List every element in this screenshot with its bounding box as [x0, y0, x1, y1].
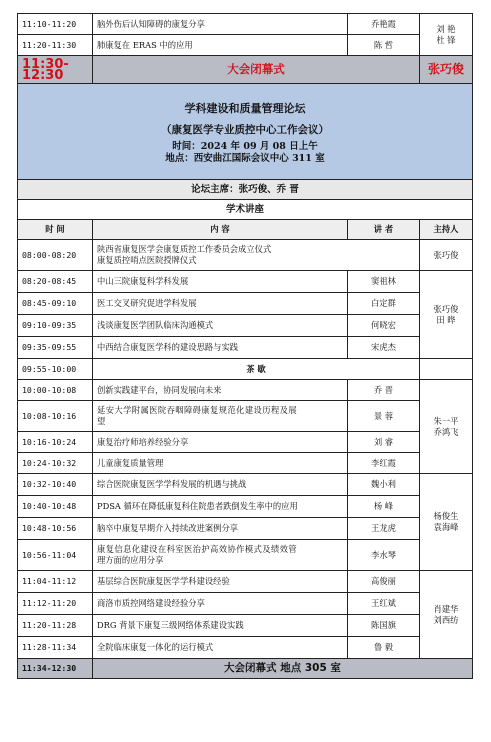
- time-cell: 11:12-11:20: [18, 593, 93, 615]
- content-cell: 商洛市质控网络建设经验分享: [93, 593, 348, 615]
- time-cell: 10:32-10:40: [18, 474, 93, 496]
- time-cell: 08:20-08:45: [18, 271, 93, 293]
- host-cell: [420, 359, 473, 380]
- table-row: [18, 380, 473, 401]
- speaker-cell: 王红斌: [348, 593, 420, 615]
- speaker-cell: 窦祖林: [348, 271, 420, 293]
- table-row: [18, 496, 473, 518]
- content-cell: 全院临床康复一体化的运行模式: [93, 637, 348, 659]
- forum-chairs-row: [18, 180, 473, 200]
- forum-title: 学科建设和质量管理论坛: [184, 101, 306, 115]
- content-cell: [93, 240, 420, 271]
- time-cell: 09:55-10:00: [18, 359, 93, 380]
- content-cell: 基层综合医院康复医学学科建设经验: [93, 571, 348, 593]
- content-cell: 综合医院康复医学学科发展的机遇与挑战: [93, 474, 348, 496]
- time-cell: 08:45-09:10: [18, 293, 93, 315]
- speaker-cell: 鲁 毅: [348, 637, 420, 659]
- content-cell: 医工交叉研究促进学科发展: [93, 293, 348, 315]
- break-label: 茶 歇: [93, 359, 420, 380]
- closing-ceremony-row: [18, 56, 473, 84]
- content-line: 康复信息化建设在科室医治护高效协作模式及绩效管: [97, 544, 298, 554]
- speaker-cell: 杨 峰: [348, 496, 420, 518]
- host-name: 肖建华: [433, 603, 459, 614]
- speaker-cell: 白定群: [348, 293, 420, 315]
- column-header-host: 主持人: [420, 220, 473, 240]
- time-cell: 10:16-10:24: [18, 432, 93, 453]
- table-row: [18, 571, 473, 593]
- host-cell: 张巧俊: [420, 56, 473, 84]
- host-cell: [420, 474, 473, 571]
- table-row: [18, 432, 473, 453]
- time-cell: 09:10-09:35: [18, 315, 93, 337]
- forum-banner: [18, 84, 473, 180]
- forum-date: 时间：2024 年 09 月 08 日上午: [172, 140, 318, 152]
- time-cell: 11:10-11:20: [18, 14, 93, 35]
- speaker-cell: 乔 晋: [348, 380, 420, 401]
- table-row: [18, 453, 473, 474]
- content-line: 康复质控哨点医院授牌仪式: [97, 255, 197, 265]
- table-row: [18, 315, 473, 337]
- content-cell: 创新实践建平台，协同发展向未来: [93, 380, 348, 401]
- host-cell: [420, 271, 473, 359]
- column-header-time: 时 间: [18, 220, 93, 240]
- time-cell: 08:00-08:20: [18, 240, 93, 271]
- content-cell: 康复治疗师培养经验分享: [93, 432, 348, 453]
- host-cell: [420, 380, 473, 474]
- table-row: [18, 14, 473, 35]
- content-cell: 肺康复在 ERAS 中的应用: [93, 35, 348, 56]
- speaker-cell: 高俊丽: [348, 571, 420, 593]
- speaker-cell: 宋虎杰: [348, 337, 420, 359]
- column-header-content: 内 容: [93, 220, 348, 240]
- time-cell: 11:20-11:30: [18, 35, 93, 56]
- time-cell: 10:24-10:32: [18, 453, 93, 474]
- time-cell: 11:28-11:34: [18, 637, 93, 659]
- table-row: [18, 271, 473, 293]
- host-name: 田 晔: [436, 314, 456, 325]
- speaker-cell: 景 蓉: [348, 401, 420, 432]
- time-cell: 10:40-10:48: [18, 496, 93, 518]
- content-cell: DRG 背景下康复三级网络体系建设实践: [93, 615, 348, 637]
- speaker-cell: 陈 哲: [348, 35, 420, 56]
- forum-info: [18, 84, 473, 180]
- table-row: [18, 615, 473, 637]
- table-row: [18, 518, 473, 540]
- content-line: 陕西省康复医学会康复质控工作委员会成立仪式: [97, 244, 272, 254]
- forum-venue: 地点：西安曲江国际会议中心 311 室: [165, 152, 325, 164]
- host-name: 张巧俊: [433, 303, 459, 314]
- content-cell: [93, 401, 348, 432]
- content-cell: 脑卒中康复早期介入持续改进案例分享: [93, 518, 348, 540]
- host-name: 朱一平: [433, 415, 459, 426]
- closing-title: 大会闭幕式 地点 305 室: [93, 659, 473, 679]
- table-row: [18, 540, 473, 571]
- speaker-cell: 乔艳霞: [348, 14, 420, 35]
- column-header-speaker: 讲 者: [348, 220, 420, 240]
- forum-chairs: 论坛主席：张巧俊、乔 晋: [18, 180, 473, 200]
- host-name: 杜 锋: [436, 34, 456, 45]
- closing-ceremony-row: [18, 659, 473, 679]
- schedule-sheet: [17, 13, 472, 679]
- speaker-cell: 李红霞: [348, 453, 420, 474]
- content-line: 理方面的应用分享: [97, 555, 164, 565]
- content-cell: 儿童康复质量管理: [93, 453, 348, 474]
- host-cell: [420, 14, 473, 56]
- speaker-cell: 陈国旗: [348, 615, 420, 637]
- speaker-cell: 王龙虎: [348, 518, 420, 540]
- time-cell: 11:30-12:30: [18, 56, 93, 84]
- header-row: [18, 220, 473, 240]
- table-row: [18, 474, 473, 496]
- content-cell: 中西结合康复医学科的建设思路与实践: [93, 337, 348, 359]
- time-cell: 10:56-11:04: [18, 540, 93, 571]
- host-name: 乔鸿飞: [433, 426, 459, 437]
- time-cell: 10:08-10:16: [18, 401, 93, 432]
- content-line: 延安大学附属医院吞咽障碍康复规范化建设历程及展: [97, 405, 298, 415]
- content-line: 望: [97, 416, 106, 426]
- forum-subtitle: （康复医学专业质控中心工作会议）: [161, 123, 329, 136]
- section-row: [18, 200, 473, 220]
- host-cell: 张巧俊: [420, 240, 473, 271]
- time-cell: 10:48-10:56: [18, 518, 93, 540]
- closing-title: 大会闭幕式: [93, 56, 420, 84]
- table-row: [18, 35, 473, 56]
- host-name: 杨俊生: [433, 511, 459, 521]
- time-cell: 11:04-11:12: [18, 571, 93, 593]
- speaker-cell: 李水琴: [348, 540, 420, 571]
- table-row: [18, 637, 473, 659]
- break-row: [18, 359, 473, 380]
- speaker-cell: 魏小利: [348, 474, 420, 496]
- section-title: 学术讲座: [18, 200, 473, 220]
- table-row: [18, 401, 473, 432]
- speaker-cell: 何晓宏: [348, 315, 420, 337]
- table-row: [18, 293, 473, 315]
- host-name: 袁海峰: [433, 522, 459, 532]
- time-cell: 11:34-12:30: [18, 659, 93, 679]
- host-name: 刘 艳: [436, 23, 456, 34]
- host-name: 刘西纺: [433, 614, 459, 625]
- speaker-cell: 刘 睿: [348, 432, 420, 453]
- content-cell: 脑外伤后认知障碍的康复分享: [93, 14, 348, 35]
- table-row: [18, 337, 473, 359]
- table-row: [18, 593, 473, 615]
- table-row: [18, 240, 473, 271]
- content-cell: PDSA 循环在降低康复科住院患者跌倒发生率中的应用: [93, 496, 348, 518]
- content-cell: 中山三院康复科学科发展: [93, 271, 348, 293]
- content-cell: 浅谈康复医学团队临床沟通模式: [93, 315, 348, 337]
- time-cell: 09:35-09:55: [18, 337, 93, 359]
- time-cell: 10:00-10:08: [18, 380, 93, 401]
- host-cell: [420, 571, 473, 659]
- time-cell: 11:20-11:28: [18, 615, 93, 637]
- content-cell: [93, 540, 348, 571]
- schedule-table: [17, 13, 473, 679]
